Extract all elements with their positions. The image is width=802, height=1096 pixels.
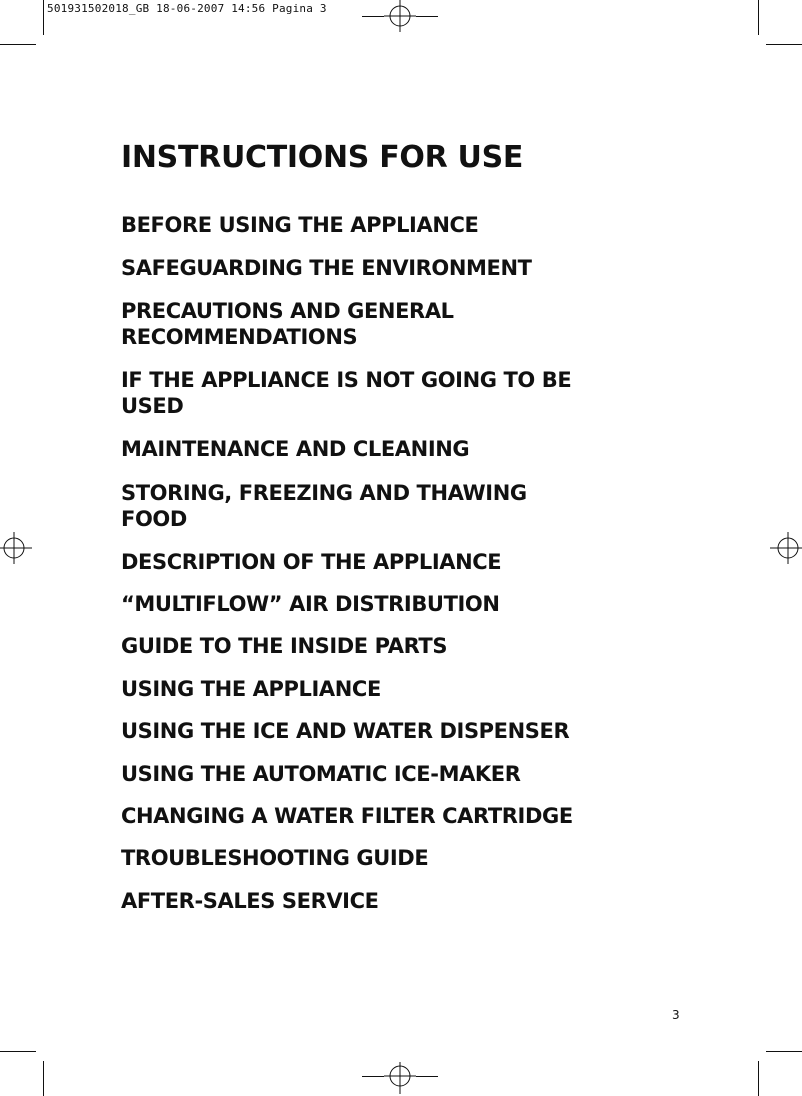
toc-item-multiflow: “MULTIFLOW” AIR DISTRIBUTION bbox=[121, 592, 500, 616]
toc-item-ice-maker: USING THE AUTOMATIC ICE-MAKER bbox=[121, 762, 521, 786]
registration-mark-bottom-icon bbox=[384, 1062, 416, 1094]
registration-line-bottom-left bbox=[362, 1076, 384, 1077]
toc-item-troubleshooting: TROUBLESHOOTING GUIDE bbox=[121, 846, 429, 870]
toc-item-using-appliance: USING THE APPLIANCE bbox=[121, 677, 381, 701]
crop-mark-top-left-vertical bbox=[43, 0, 44, 35]
toc-item-after-sales: AFTER-SALES SERVICE bbox=[121, 889, 379, 913]
toc-item-storing-line2: FOOD bbox=[121, 507, 187, 531]
registration-line-top-right bbox=[416, 16, 438, 17]
registration-mark-top-icon bbox=[384, 0, 416, 32]
toc-item-not-used-line2: USED bbox=[121, 394, 184, 418]
toc-item-maintenance-cleaning: MAINTENANCE AND CLEANING bbox=[121, 437, 470, 461]
crop-mark-bottom-right-horizontal bbox=[766, 1051, 802, 1052]
toc-item-safeguarding-environment: SAFEGUARDING THE ENVIRONMENT bbox=[121, 256, 532, 280]
toc-item-not-used-line1: IF THE APPLIANCE IS NOT GOING TO BE bbox=[121, 368, 572, 392]
toc-item-description-appliance: DESCRIPTION OF THE APPLIANCE bbox=[121, 550, 502, 574]
page-number: 3 bbox=[672, 1008, 680, 1022]
toc-item-precautions-line2: RECOMMENDATIONS bbox=[121, 325, 358, 349]
registration-line-top-left bbox=[362, 16, 384, 17]
toc-item-before-using: BEFORE USING THE APPLIANCE bbox=[121, 213, 479, 237]
toc-item-water-filter: CHANGING A WATER FILTER CARTRIDGE bbox=[121, 804, 573, 828]
crop-mark-top-left-horizontal bbox=[0, 44, 36, 45]
registration-mark-left-icon bbox=[0, 532, 32, 564]
registration-line-bottom-right bbox=[416, 1076, 438, 1077]
page-title: INSTRUCTIONS FOR USE bbox=[121, 140, 524, 175]
printer-slug-line: 501931502018_GB 18-06-2007 14:56 Pagina 3 bbox=[47, 2, 327, 15]
crop-mark-bottom-left-horizontal bbox=[0, 1051, 36, 1052]
toc-item-precautions-line1: PRECAUTIONS AND GENERAL bbox=[121, 299, 454, 323]
crop-mark-top-right-horizontal bbox=[766, 44, 802, 45]
crop-mark-bottom-left-vertical bbox=[43, 1061, 44, 1096]
registration-mark-right-icon bbox=[770, 532, 802, 564]
crop-mark-top-right-vertical bbox=[758, 0, 759, 35]
toc-item-storing-line1: STORING, FREEZING AND THAWING bbox=[121, 481, 527, 505]
toc-item-inside-parts: GUIDE TO THE INSIDE PARTS bbox=[121, 634, 448, 658]
toc-item-ice-water-dispenser: USING THE ICE AND WATER DISPENSER bbox=[121, 719, 570, 743]
crop-mark-bottom-right-vertical bbox=[758, 1061, 759, 1096]
